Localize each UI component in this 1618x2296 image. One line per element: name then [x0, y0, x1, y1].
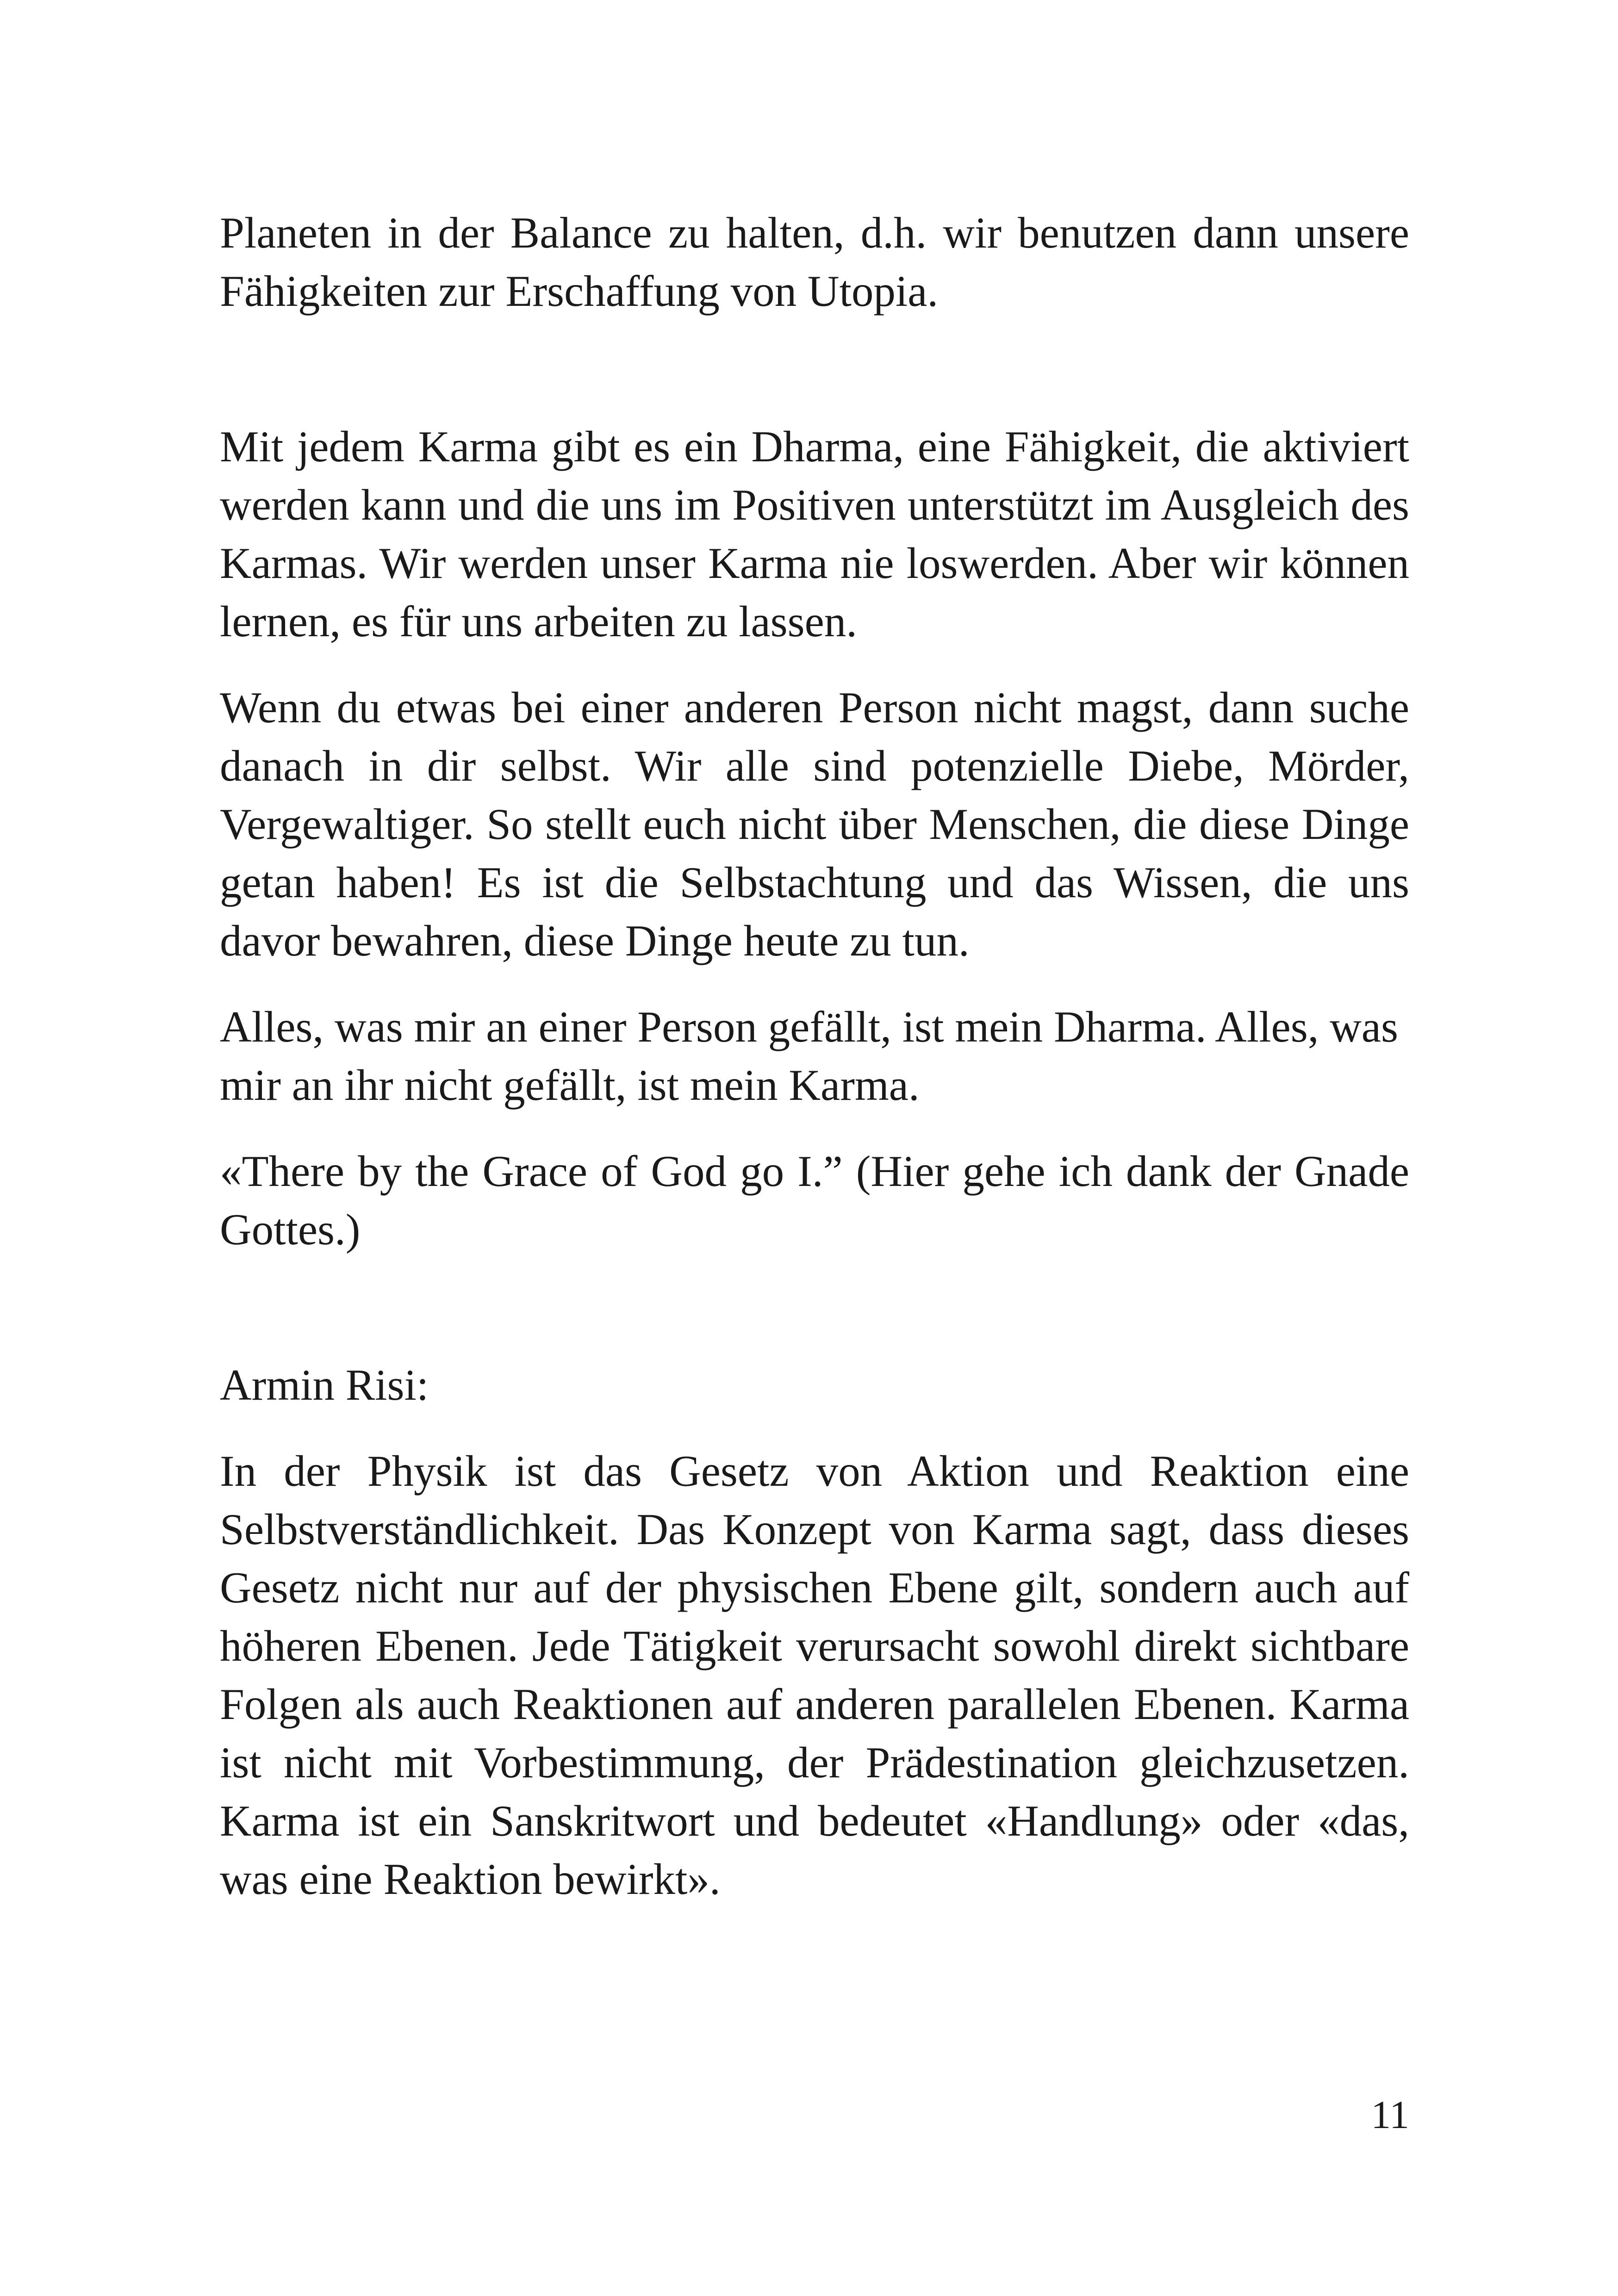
paragraph-quote: «There by the Grace of God go I.” (Hier gehe ich dank der Gnade Gottes.)	[220, 1147, 1409, 1254]
page-number: 11	[1371, 2092, 1409, 2137]
paragraph-karma-dharma: Mit jedem Karma gibt es ein Dharma, eine Fähigkeit, die aktiviert werden kann und die uns im Positiven unterstützt im Ausgleich des Karmas. Wir werden unser Karma nie loswerden. Aber wir können lernen, es für uns arbeiten zu lassen.	[220, 422, 1409, 646]
paragraph-dharma-karma: Alles, was mir an einer Person gefällt, ist mein Dharma. Alles, was mir an ihr nicht gefällt, ist mein Karma.	[220, 1002, 1398, 1110]
paragraph-physics: In der Physik ist das Gesetz von Aktion und Reaktion eine Selbstverständlichkeit. Das Konzept von Karma sagt, dass dieses Gesetz nicht nur auf der physischen Ebene gilt, sondern auch auf höheren Ebenen. Jede Tätigkeit verursacht sowohl direkt sichtbare Folgen als auch Reaktionen auf anderen parallelen Ebenen. Karma ist nicht mit Vorbestimmung, der Prädestination gleichzusetzen. Karma ist ein Sanskritwort und bedeutet «Handlung» oder «das, was eine Reaktion bewirkt».	[220, 1446, 1409, 1904]
paragraph-utopia: Planeten in der Balance zu halten, d.h. wir benutzen dann unsere Fähigkeiten zur Erschaffung von Utopia.	[220, 208, 1409, 316]
paragraph-other-person: Wenn du etwas bei einer anderen Person nicht magst, dann suche danach in dir selbst. Wir alle sind potenzielle Diebe, Mörder, Vergewaltiger. So stellt euch nicht über Menschen, die diese Dinge getan haben! Es ist die Selbstachtung und das Wissen, die uns davor bewahren, diese Dinge heute zu tun.	[220, 683, 1409, 965]
author-heading: Armin Risi:	[220, 1360, 429, 1409]
document-body	[220, 204, 1409, 1908]
